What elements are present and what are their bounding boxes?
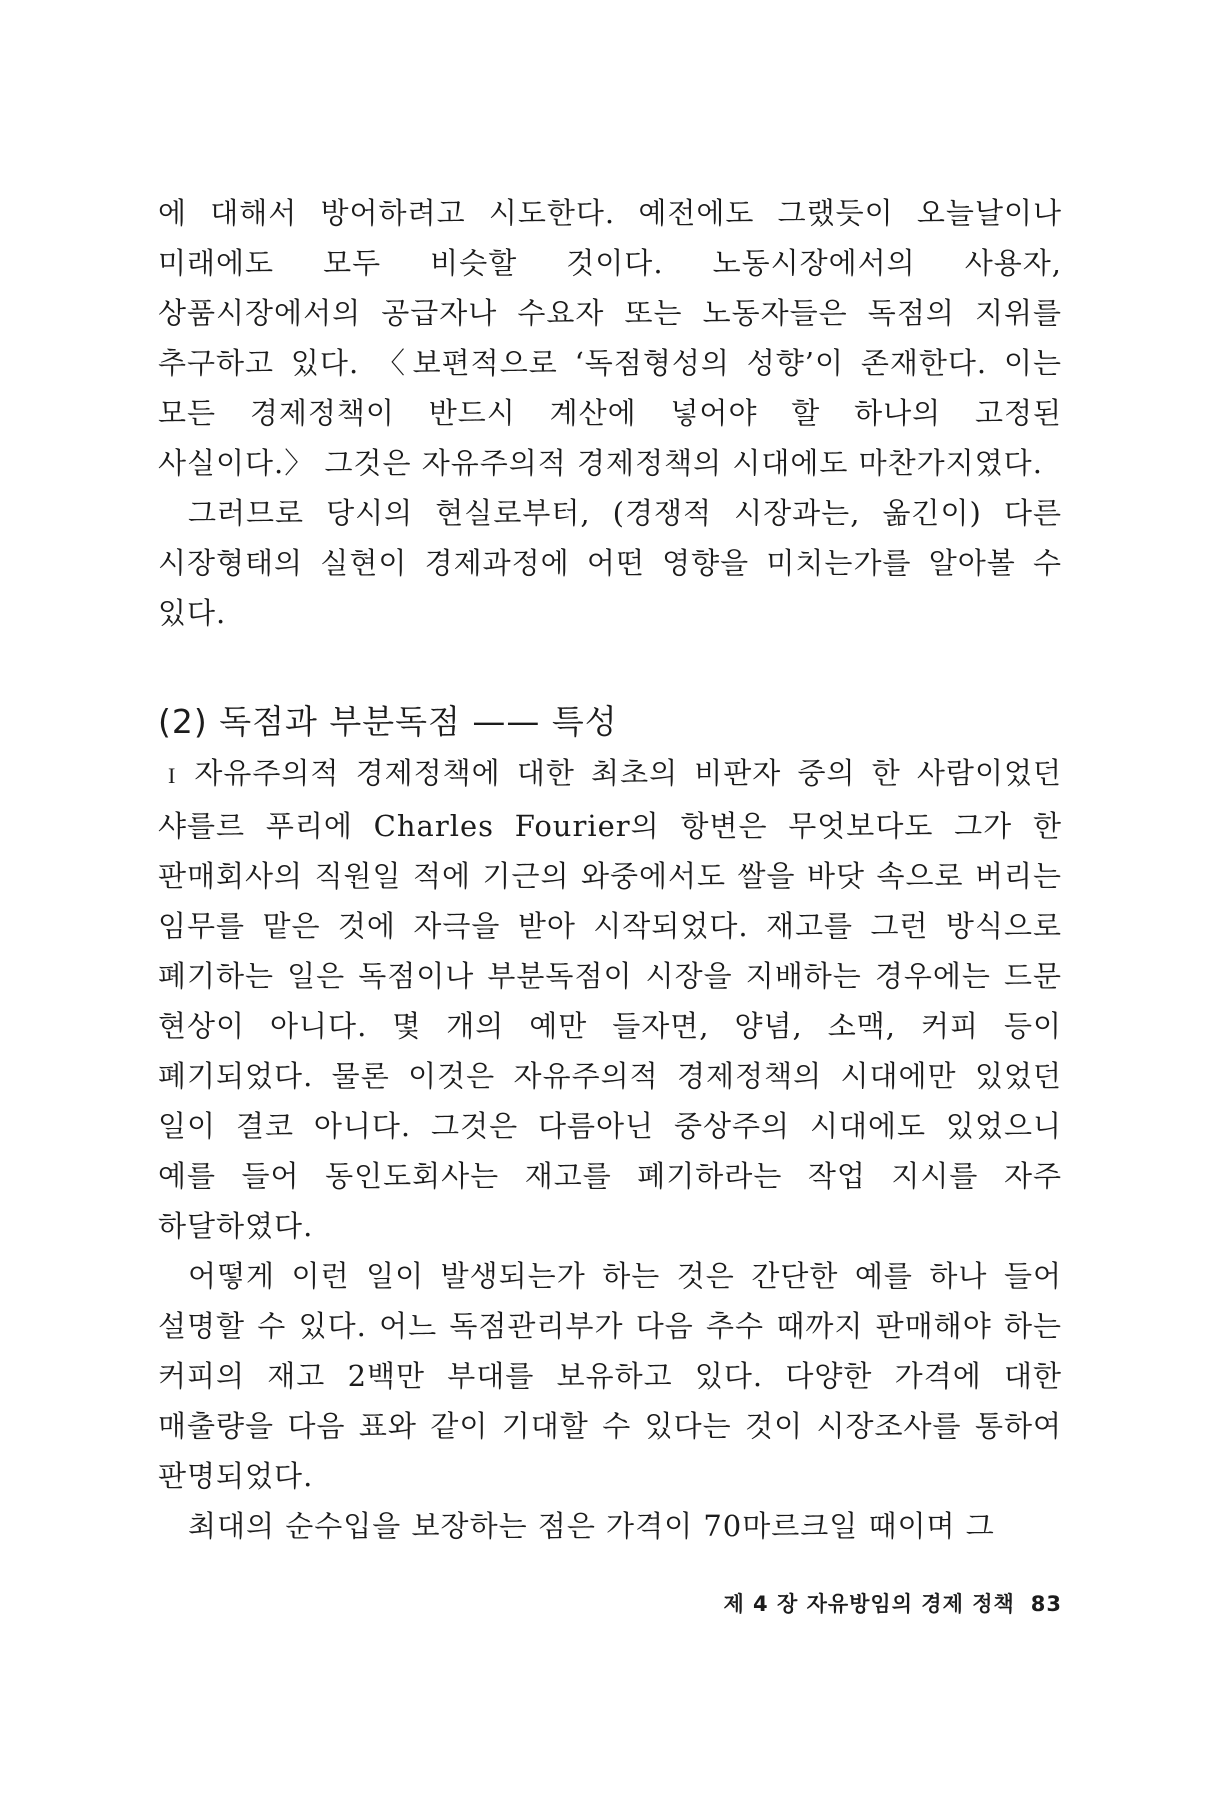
paragraph-market-forms: 그러므로 당시의 현실로부터, (경쟁적 시장과는, 옮긴이) 다른 시장형태의 실현이 경제과정에 어떤 영향을 미치는가를 알아볼 수 있다. (158, 496, 1062, 630)
running-footer (723, 1588, 1062, 1618)
paragraph-continuation: 에 대해서 방어하려고 시도한다. 예전에도 그랬듯이 오늘날이나 미래에도 모두 비슷할 것이다. 노동시장에서의 사용자, 상품시장에서의 공급자나 수요자 또는 노동자들은 독점의 지위를 추구하고 있다. 〈보편적으로 ‘독점형성의 성향’이 존재한다. 이는 모든 경제정책이 반드시 계산에 넣어야 할 하나의 고정된 사실이다.〉 그것은 자유주의적 경제정책의 시대에도 마찬가지였다. (158, 196, 1062, 480)
chapter-title: 제 4 장 자유방임의 경제 정책 (723, 1592, 1015, 1616)
paragraph-example: 어떻게 이런 일이 발생되는가 하는 것은 간단한 예를 하나 들어 설명할 수 있다. 어느 독점관리부가 다음 추수 때까지 판매해야 하는 커피의 재고 2백만 부대를 보유하고 있다. 다양한 가격에 대한 매출량을 다음 표와 같이 기대할 수 있다는 것이 시장조사를 통하여 판명되었다. (158, 1259, 1062, 1493)
page-number: 83 (1030, 1592, 1062, 1616)
item-number: I (168, 763, 177, 788)
section-heading: (2) 독점과 부분독점 —— 특성 (158, 702, 618, 741)
paragraph-max-revenue: 최대의 순수입을 보장하는 점은 가격이 70마르크일 때이며 그 (188, 1509, 995, 1543)
page-body (158, 188, 1062, 1551)
paragraph-fourier (158, 748, 1062, 1251)
paragraph-fourier-text: 자유주의적 경제정책에 대한 최초의 비판자 중의 한 사람이었던 샤를르 푸리에 Charles Fourier의 항변은 무엇보다도 그가 한 판매회사의 직원일 적에 기근의 와중에서도 쌀을 바닷 속으로 버리는 임무를 맡은 것에 자극을 받아 시작되었다. 재고를 그런 방식으로 폐기하는 일은 독점이나 부분독점이 시장을 지배하는 경우에는 드문 현상이 아니다. 몇 개의 예만 들자면, 양념, 소맥, 커피 등이 폐기되었다. 물론 이것은 자유주의적 경제정책의 시대에만 있었던 일이 결코 아니다. 그것은 다름아닌 중상주의 시대에도 있었으니 예를 들어 동인도회사는 재고를 폐기하라는 작업 지시를 자주 하달하였다. (158, 756, 1062, 1243)
